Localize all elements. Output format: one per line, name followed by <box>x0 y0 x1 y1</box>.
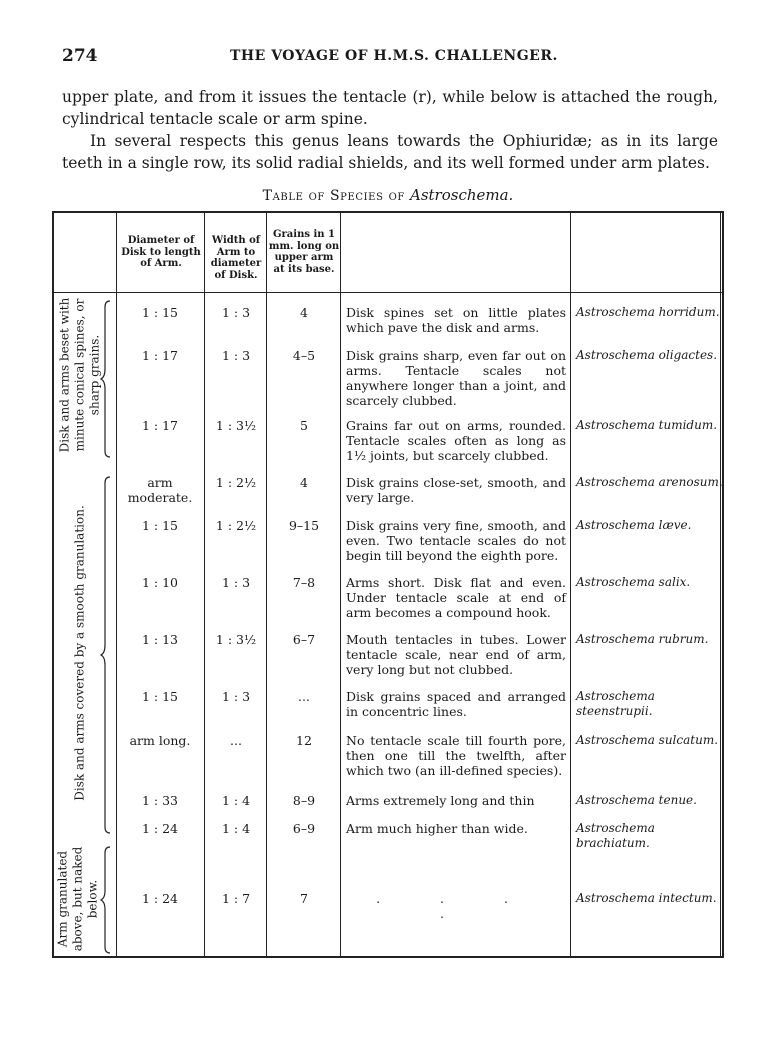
diameter-cell: 1 : 10 <box>141 575 179 590</box>
group-label-line: Disk and arms covered by a smooth granulation. <box>72 505 87 801</box>
width-cell: 1 : 3½ <box>215 418 257 433</box>
group-label-line: above, but naked <box>70 846 85 952</box>
header-width: Width of Arm to diameter of Disk. <box>210 235 262 281</box>
group-label-spines <box>58 298 103 453</box>
species-cell: Astroschema intectum. <box>576 891 717 905</box>
width-cell: 1 : 3½ <box>215 632 257 647</box>
description-cell: Disk grains sharp, even far out on arms. Tentacle scales not anywhere longer than a joint, and scarcely clubbed. <box>346 348 566 408</box>
width-cell: 1 : 3 <box>221 575 251 590</box>
grains-cell: 8–9 <box>292 793 316 808</box>
diameter-cell: 1 : 17 <box>141 418 179 433</box>
grains-cell: 4–5 <box>292 348 316 363</box>
species-table <box>52 211 724 958</box>
width-cell: 1 : 2½ <box>215 475 257 490</box>
body-paragraph-2: In several respects this genus leans towards the Ophiuridæ; as in its large teeth in a single row, its solid radial shields, and its well formed under arm plates. <box>62 132 718 172</box>
description-cell: Disk grains spaced and arranged in concentric lines. <box>346 689 566 719</box>
header-diameter: Diameter of Disk to length of Arm. <box>121 235 201 269</box>
species-cell: Astroschema tumidum. <box>576 418 718 432</box>
species-cell: Astroschema rubrum. <box>576 632 709 646</box>
header-grains: Grains in 1 mm. long on upper arm at its base. <box>268 229 340 275</box>
running-title: THE VOYAGE OF H.M.S. CHALLENGER. <box>230 48 558 64</box>
group-brace <box>100 297 114 461</box>
description-cell: Mouth tentacles in tubes. Lower tentacle scale, near end of arm, very long but not clubbed. <box>346 632 566 677</box>
description-cell: Disk spines set on little plates which pave the disk and arms. <box>346 305 566 335</box>
diameter-cell: 1 : 15 <box>141 518 179 533</box>
header-rule <box>54 292 722 293</box>
table-title <box>0 186 776 204</box>
width-cell: 1 : 4 <box>221 821 251 836</box>
species-cell: Astroschema tenue. <box>576 793 697 807</box>
species-cell: Astroschema sulcatum. <box>576 733 719 747</box>
description-cell: Arm much higher than wide. <box>346 821 528 836</box>
group-brace <box>100 473 114 837</box>
grains-cell: 5 <box>300 418 308 433</box>
description-cell: Arms extremely long and thin <box>346 793 535 808</box>
diameter-cell: 1 : 15 <box>141 305 179 320</box>
table-title-genus: Astroschema. <box>409 186 514 204</box>
group-label-line: Arm granulated <box>55 850 70 948</box>
group-spines <box>54 297 116 461</box>
group-label-line: sharp grains. <box>87 334 102 416</box>
grains-cell: 7 <box>300 891 308 906</box>
width-cell: 1 : 7 <box>221 891 251 906</box>
column-rule <box>340 213 341 956</box>
description-cell: Disk grains very fine, smooth, and even. Two tentacle scales do not begin till beyond the eighth pore. <box>346 518 566 563</box>
group-brace <box>100 843 114 957</box>
species-cell: Astroschema brachiatum. <box>576 821 655 850</box>
description-cell: . . . . <box>376 891 536 921</box>
table-title-prefix: Table of Species of <box>262 188 405 204</box>
width-cell: 1 : 3 <box>221 689 251 704</box>
column-rule <box>570 213 571 956</box>
grains-cell: 4 <box>300 475 308 490</box>
diameter-cell: 1 : 33 <box>141 793 179 808</box>
diameter-cell: 1 : 24 <box>141 891 179 906</box>
diameter-cell: 1 : 24 <box>141 821 179 836</box>
diameter-cell: arm moderate. <box>127 475 193 505</box>
group-label-naked <box>56 847 101 952</box>
description-cell: Grains far out on arms, rounded. Tentacle scales often as long as 1½ joints, but scarcely clubbed. <box>346 418 566 463</box>
width-cell: 1 : 4 <box>221 793 251 808</box>
species-cell: Astroschema arenosum. <box>576 475 723 489</box>
column-rule <box>204 213 205 956</box>
diameter-cell: 1 : 17 <box>141 348 179 363</box>
species-cell: Astroschema læve. <box>576 518 692 532</box>
width-cell: ... <box>230 733 242 748</box>
grains-cell: 6–7 <box>292 632 316 647</box>
grains-cell: 9–15 <box>288 518 320 533</box>
grains-cell: 4 <box>300 305 308 320</box>
species-cell: Astroschema oligactes. <box>576 348 718 362</box>
description-cell: Arms short. Disk flat and even. Under tentacle scale at end of arm becomes a compound hook. <box>346 575 566 620</box>
column-rule <box>266 213 267 956</box>
species-cell: Astroschema steenstrupii. <box>576 689 655 718</box>
diameter-cell: 1 : 13 <box>141 632 179 647</box>
diameter-cell: arm long. <box>129 733 191 748</box>
group-label-smooth <box>73 505 88 801</box>
group-label-line: minute conical spines, or <box>72 298 87 452</box>
species-cell: Astroschema horridum. <box>576 305 720 319</box>
group-label-line: below. <box>85 879 100 919</box>
diameter-cell: 1 : 15 <box>141 689 179 704</box>
description-cell: No tentacle scale till fourth pore, then one till the twelfth, after which two (an ill-defined species). <box>346 733 566 778</box>
group-label-line: Disk and arms beset with <box>57 297 72 453</box>
width-cell: 1 : 3 <box>221 305 251 320</box>
body-paragraph-1: upper plate, and from it issues the tentacle (r), while below is attached the rough, cylindrical tentacle scale or arm spine. <box>62 88 718 128</box>
group-naked <box>54 843 116 957</box>
page-number: 274 <box>62 46 98 66</box>
page-header <box>62 46 718 66</box>
grains-cell: 7–8 <box>292 575 316 590</box>
width-cell: 1 : 3 <box>221 348 251 363</box>
grains-cell: ... <box>298 689 310 704</box>
width-cell: 1 : 2½ <box>215 518 257 533</box>
species-cell: Astroschema salix. <box>576 575 691 589</box>
grains-cell: 6–9 <box>292 821 316 836</box>
group-smooth <box>54 473 116 837</box>
grains-cell: 12 <box>296 733 312 748</box>
description-cell: Disk grains close-set, smooth, and very large. <box>346 475 566 505</box>
